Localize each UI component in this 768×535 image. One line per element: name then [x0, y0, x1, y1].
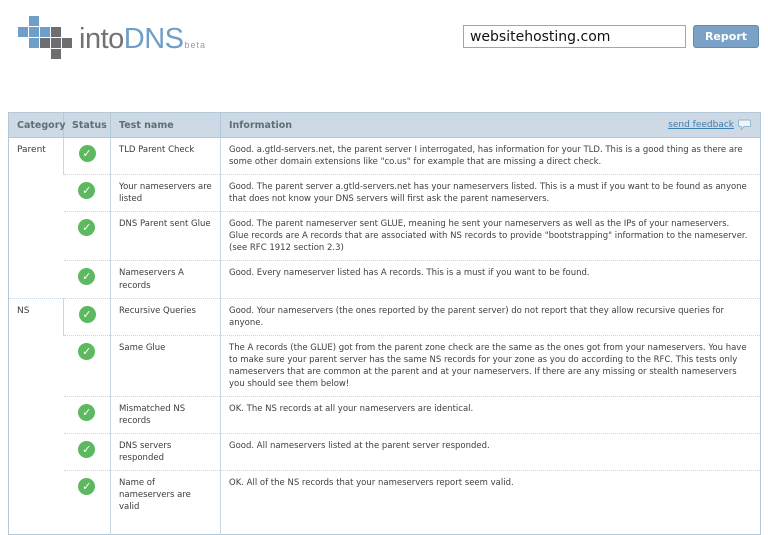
status-cell [64, 335, 111, 396]
status-cell [64, 298, 111, 335]
logo-pixel [29, 27, 39, 37]
logo-pixel [51, 27, 61, 37]
test-name-cell: Recursive Queries [111, 298, 221, 335]
table-row [9, 138, 761, 175]
table-header-row [9, 113, 761, 138]
logo-icon [18, 16, 72, 59]
logo-pixel [29, 38, 39, 48]
top-bar [0, 0, 768, 112]
test-name-cell: Nameservers A records [111, 261, 221, 298]
status-ok-check-icon: ✓ [78, 343, 95, 360]
logo-pixel [62, 38, 72, 48]
category-cell: NS [9, 298, 64, 535]
table-row [9, 335, 761, 396]
information-cell: Good. The parent nameserver sent GLUE, meaning he sent your nameservers as well as the IPs of your nameservers. Glue records are A records that are associated with NS records to provide "bootstrapping" information to the nameserver.(see RFC 1912 section 2.3) [221, 212, 761, 261]
table-row [9, 212, 761, 261]
information-cell: The A records (the GLUE) got from the parent zone check are the same as the ones got from your nameservers. You have to make sure your parent server has the same NS records for your zone as you do according to the RFC. This tests only nameservers that are common at the parent and at your nameservers. If there are any missing or stealth nameservers you should see them below! [221, 335, 761, 396]
search-area [463, 25, 759, 48]
test-name-cell: DNS servers responded [111, 434, 221, 471]
table-row [9, 396, 761, 433]
table-row [9, 471, 761, 535]
information-cell: OK. All of the NS records that your nameservers report seem valid. [221, 471, 761, 535]
status-ok-check-icon: ✓ [78, 404, 95, 421]
report-button[interactable]: Report [693, 25, 759, 48]
status-cell [64, 434, 111, 471]
header-status: Status [64, 113, 111, 138]
header-information [221, 113, 761, 138]
status-cell [64, 471, 111, 535]
brand-into: into [79, 23, 124, 55]
status-ok-check-icon: ✓ [79, 145, 96, 162]
status-cell [64, 261, 111, 298]
brand-wordmark [79, 25, 206, 60]
domain-input[interactable] [463, 25, 686, 48]
logo-pixel [29, 16, 39, 26]
test-name-cell: Same Glue [111, 335, 221, 396]
status-cell [64, 138, 111, 175]
brand-beta: beta [184, 40, 207, 50]
test-name-cell: Mismatched NS records [111, 396, 221, 433]
logo-pixel [51, 49, 61, 59]
table-row [9, 175, 761, 212]
status-ok-check-icon: ✓ [78, 478, 95, 495]
test-name-cell: DNS Parent sent Glue [111, 212, 221, 261]
information-cell: OK. The NS records at all your nameservers are identical. [221, 396, 761, 433]
header-test-name: Test name [111, 113, 221, 138]
information-cell: Good. Your nameservers (the ones reported by the parent server) do not report that they allow recursive queries for anyone. [221, 298, 761, 335]
information-cell: Good. a.gtld-servers.net, the parent server I interrogated, has information for your TLD. This is a good thing as there are some other domain extensions like "co.us" for example that are missing a direct check. [221, 138, 761, 175]
logo-pixel [51, 38, 61, 48]
status-ok-check-icon: ✓ [78, 268, 95, 285]
header-category: Category [9, 113, 64, 138]
test-name-cell: Name of nameservers are valid [111, 471, 221, 535]
send-feedback-link[interactable] [668, 119, 751, 131]
status-ok-check-icon: ✓ [79, 306, 96, 323]
table-row [9, 434, 761, 471]
table-row [9, 261, 761, 298]
dns-report-table [8, 112, 761, 535]
status-ok-check-icon: ✓ [78, 182, 95, 199]
category-cell: Parent [9, 138, 64, 299]
speech-bubble-icon [738, 119, 751, 131]
logo-link[interactable] [18, 16, 206, 60]
status-cell [64, 175, 111, 212]
status-ok-check-icon: ✓ [78, 441, 95, 458]
status-ok-check-icon: ✓ [78, 219, 95, 236]
information-cell: Good. The parent server a.gtld-servers.net has your nameservers listed. This is a must if you want to be found as anyone that does not know your DNS servers will first ask the parent nameservers. [221, 175, 761, 212]
test-name-cell: TLD Parent Check [111, 138, 221, 175]
logo-pixel [18, 27, 28, 37]
logo-pixel [40, 27, 50, 37]
information-cell: Good. Every nameserver listed has A records. This is a must if you want to be found. [221, 261, 761, 298]
test-name-cell: Your nameservers are listed [111, 175, 221, 212]
header-information-label: Information [229, 120, 293, 131]
table-row [9, 298, 761, 335]
status-cell [64, 212, 111, 261]
status-cell [64, 396, 111, 433]
information-cell: Good. All nameservers listed at the parent server responded. [221, 434, 761, 471]
send-feedback-label: send feedback [668, 120, 734, 130]
brand-dns: DNS [123, 23, 184, 55]
logo-pixel [40, 38, 50, 48]
